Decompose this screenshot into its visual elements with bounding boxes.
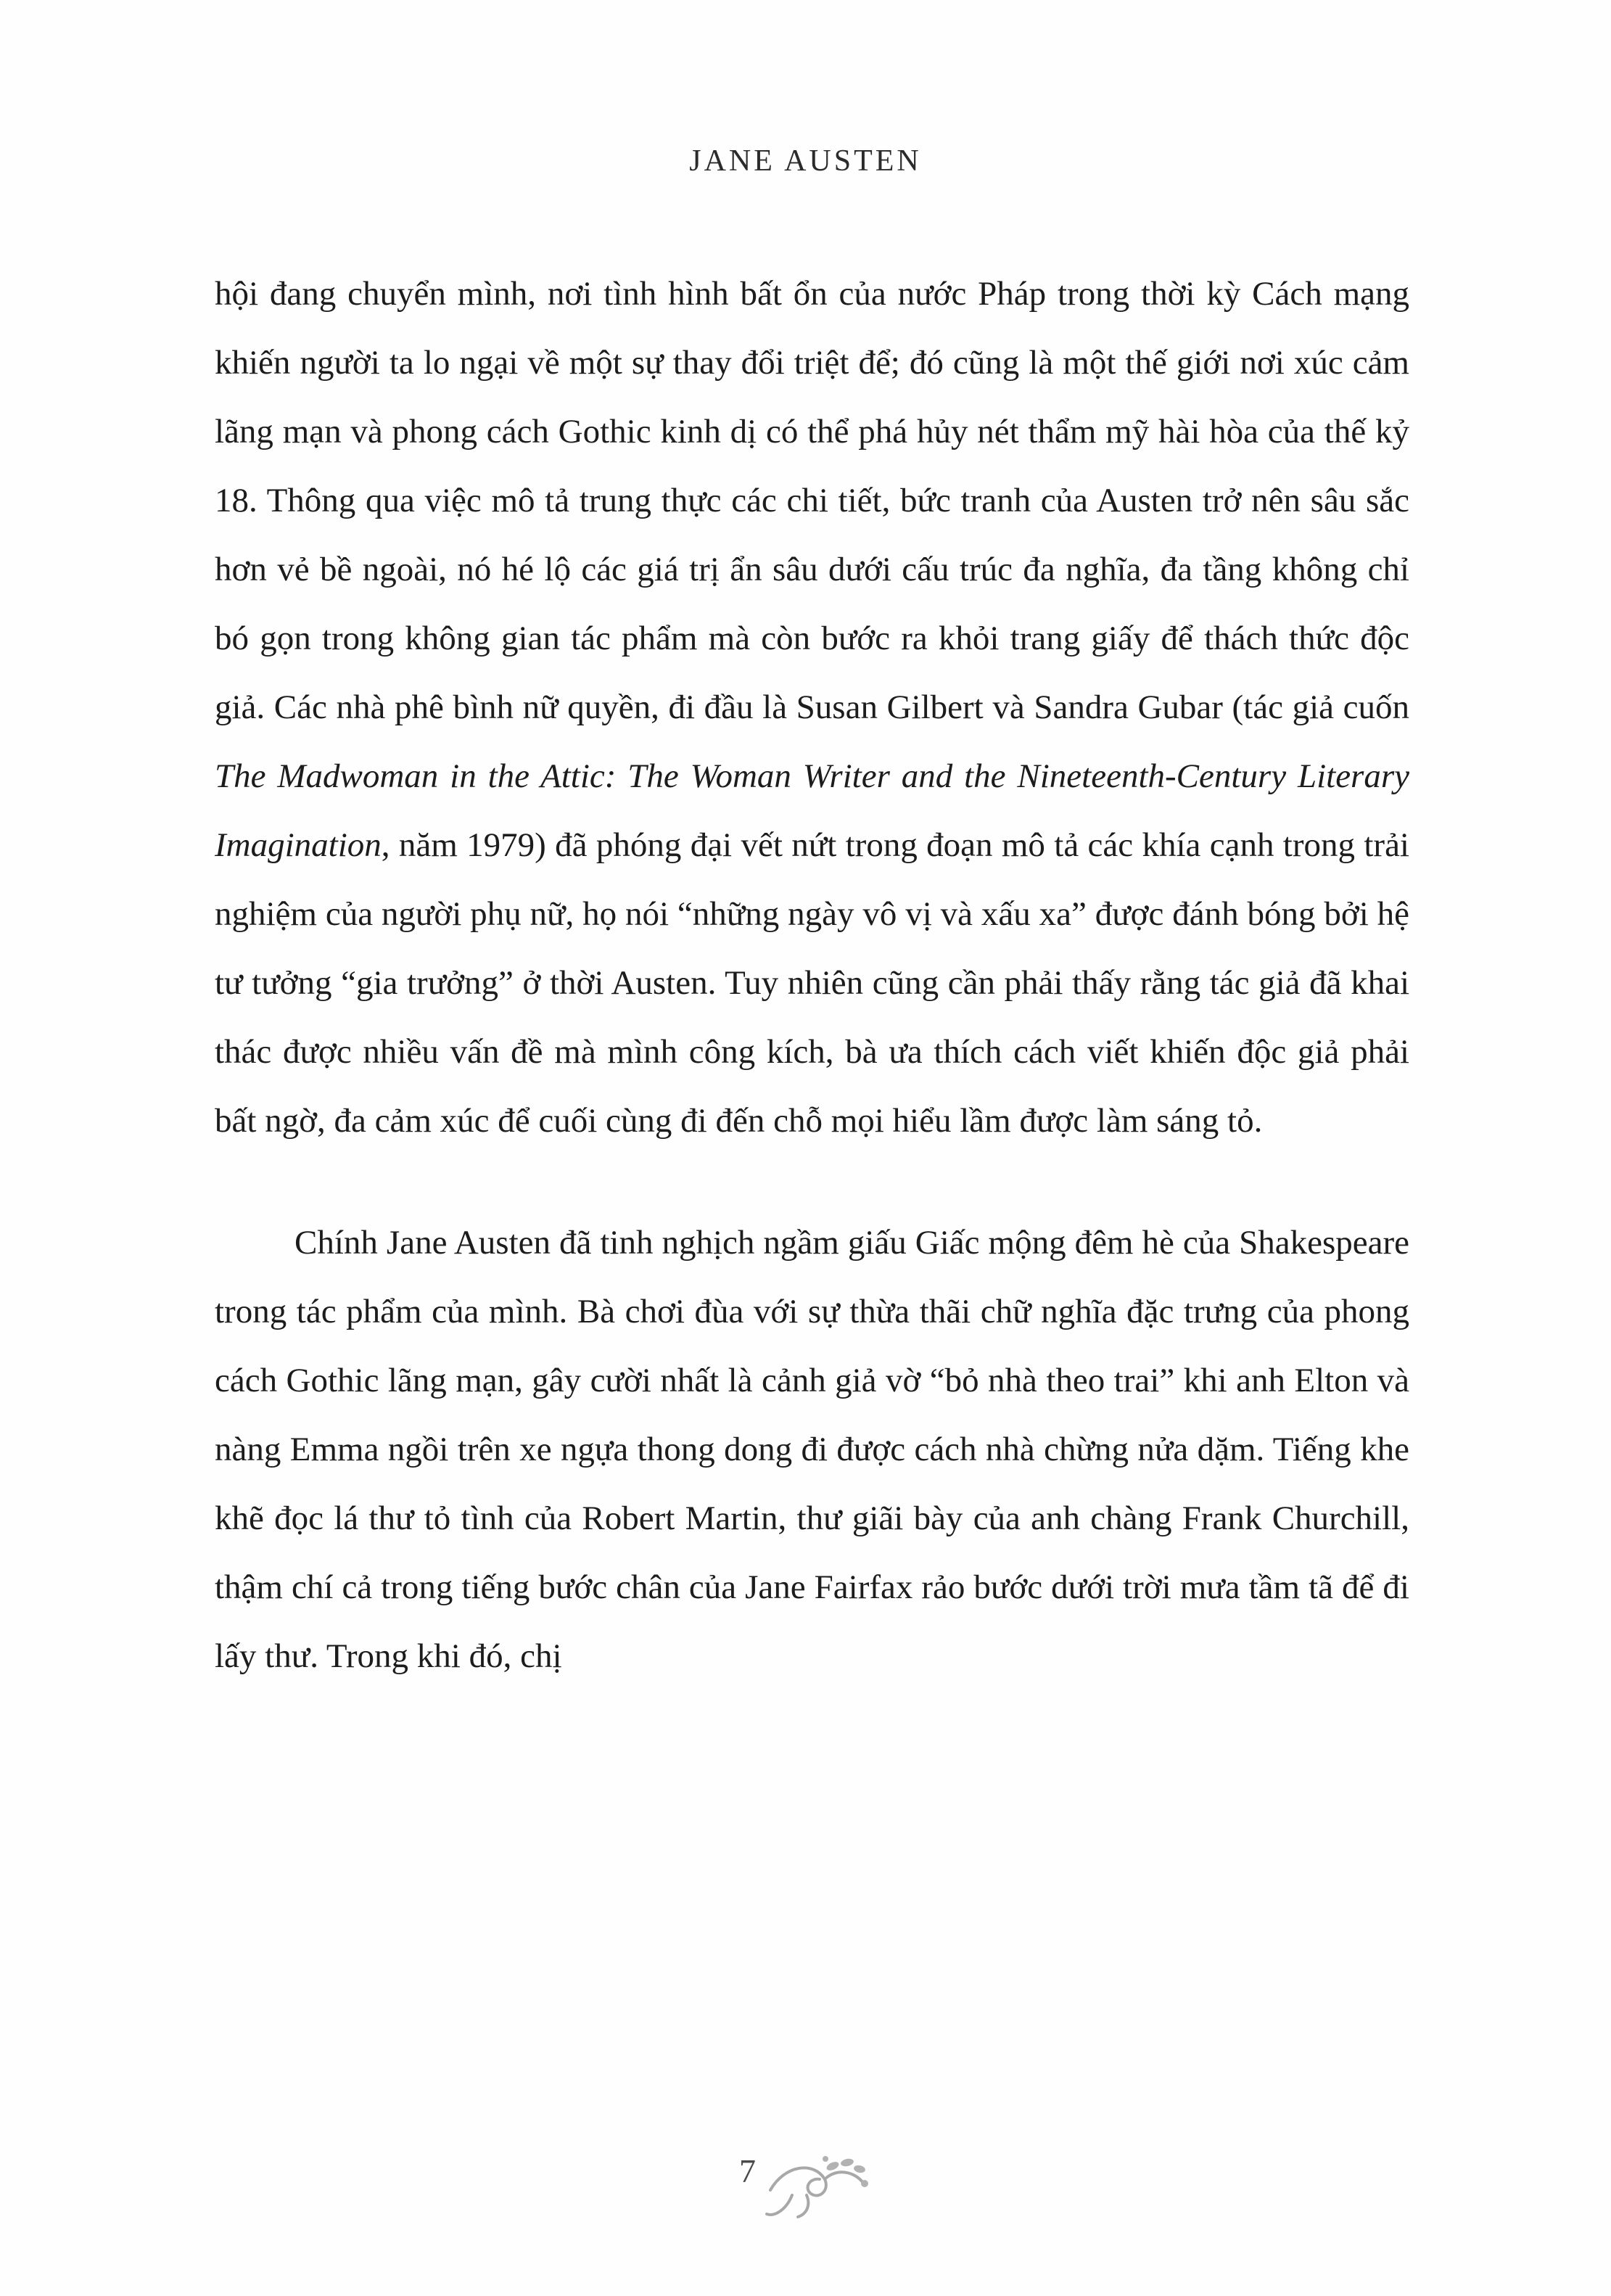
running-header: JANE AUSTEN [689,144,922,178]
page-number: 7 [739,2152,756,2189]
paragraph-text: , năm 1979) đã phóng đại vết nứt trong đoạn mô tả các khía cạnh trong trải nghiệm của người phụ nữ, họ nói “những ngày vô vị và xấu xa” được đánh bóng bởi hệ tư tưởng “gia trưởng” ở thời Austen. Tuy nhiên cũng cần phải thấy rằng tác giả đã khai thác được nhiều vấn đề mà mình công kích, bà ưa thích cách viết khiến độc giả phải bất ngờ, đa cảm xúc để cuối cùng đi đến chỗ mọi hiểu lầm được làm sáng tỏ. [215,826,1409,1140]
paragraph-text: hội đang chuyển mình, nơi tình hình bất ổn của nước Pháp trong thời kỳ Cách mạng khiến người ta lo ngại về một sự thay đổi triệt để; đó cũng là một thế giới nơi xúc cảm lãng mạn và phong cách Gothic kinh dị có thể phá hủy nét thẩm mỹ hài hòa của thế kỷ 18. Thông qua việc mô tả trung thực các chi tiết, bức tranh của Austen trở nên sâu sắc hơn vẻ bề ngoài, nó hé lộ các giá trị ẩn sâu dưới cấu trúc đa nghĩa, đa tầng không chỉ bó gọn trong không gian tác phẩm mà còn bước ra khỏi trang giấy để thách thức độc giả. Các nhà phê bình nữ quyền, đi đầu là Susan Gilbert và Sandra Gubar (tác giả cuốn [215,275,1409,726]
book-title-italic: The Madwoman in the Attic: The Woman Writer and the Nineteenth-Century Literary Imagination [215,757,1409,864]
paragraph: Chính Jane Austen đã tinh nghịch ngầm giấu Giấc mộng đêm hè của Shakespeare trong tác phẩm của mình. Bà chơi đùa với sự thừa thãi chữ nghĩa đặc trưng của phong cách Gothic lãng mạn, gây cười nhất là cảnh giả vờ “bỏ nhà theo trai” khi anh Elton và nàng Emma ngồi trên xe ngựa thong dong đi được cách nhà chừng nửa dặm. Tiếng khe khẽ đọc lá thư tỏ tình của Robert Martin, thư giãi bày của anh chàng Frank Churchill, thậm chí cả trong tiếng bước chân của Jane Fairfax rảo bước dưới trời mưa tầm tã để đi lấy thư. Trong khi đó, chị [215,1224,1409,1675]
page-footer [0,2146,1611,2226]
floral-ornament-icon [763,2150,872,2226]
paragraph [215,260,1409,1156]
page-body [215,260,1409,1691]
